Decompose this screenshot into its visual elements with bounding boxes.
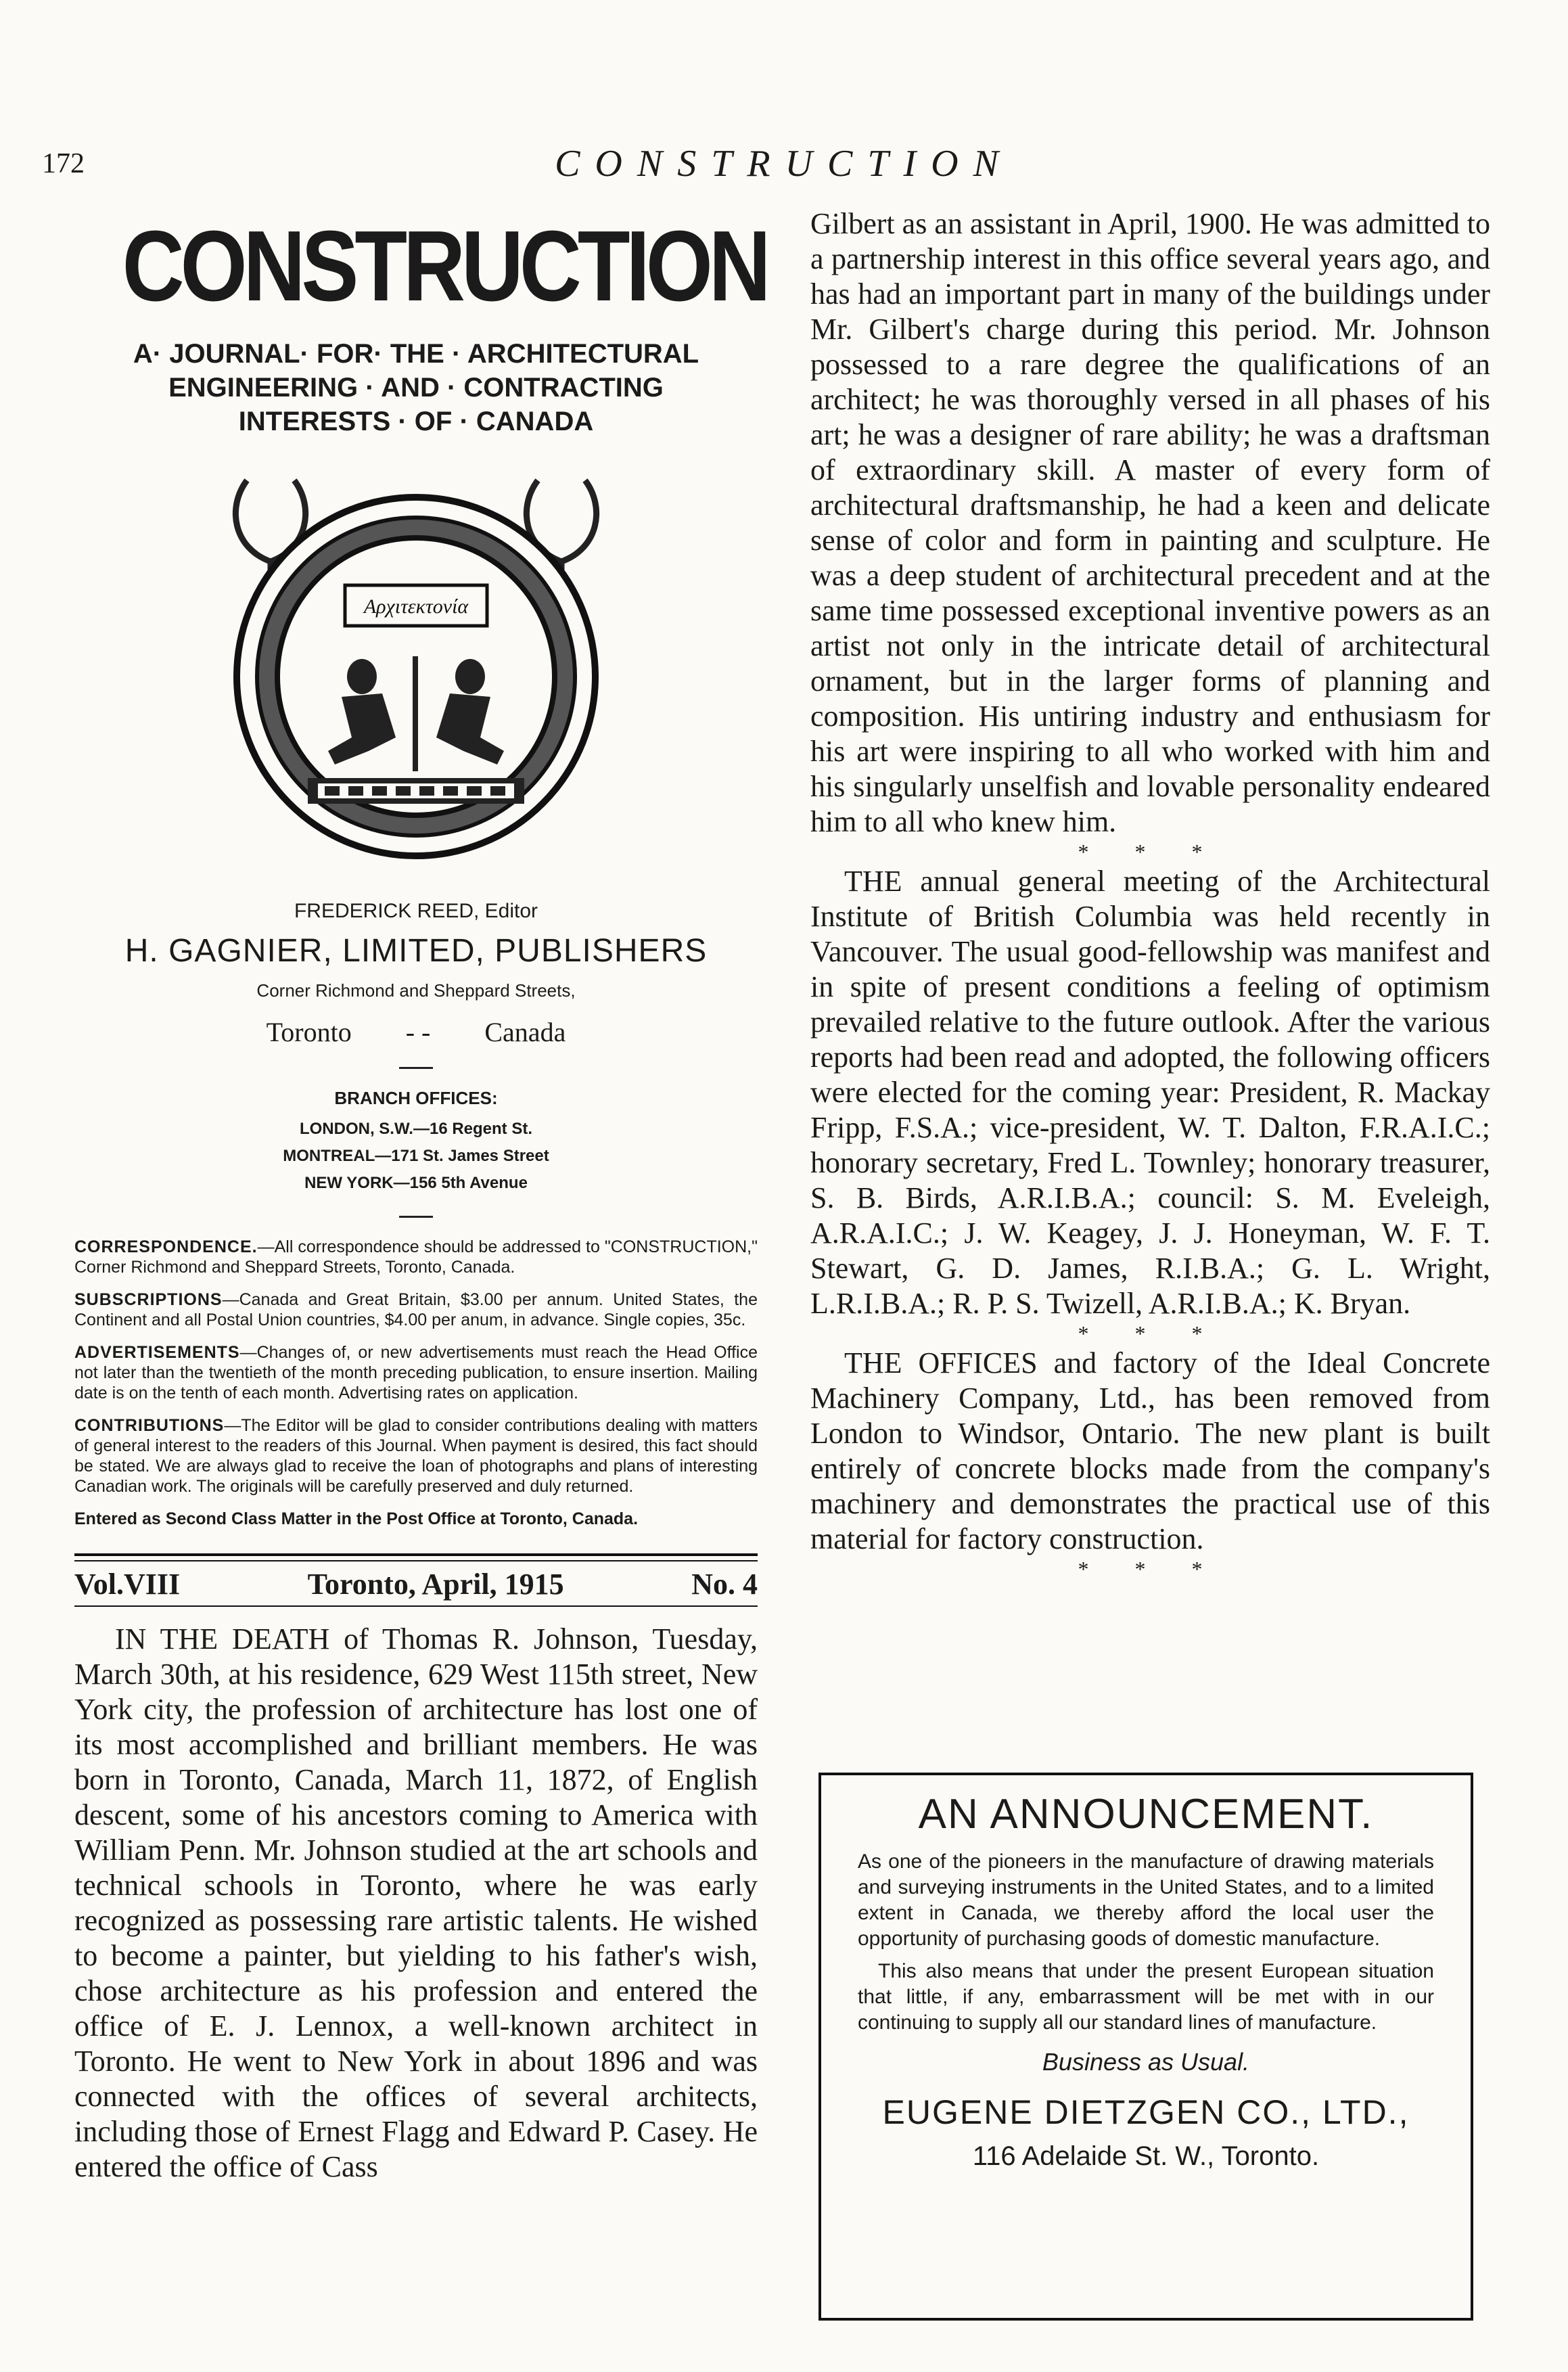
city: Toronto — [266, 1017, 352, 1047]
masthead-tagline — [74, 337, 758, 438]
notice-body: —All correspondence should be addressed to "CONSTRUCTION," Corner Richmond and Sheppard Streets, Toronto, Canada. — [74, 1237, 758, 1277]
country: Canada — [484, 1017, 566, 1047]
page-number: 172 — [42, 148, 85, 179]
issue-rule-bottom — [74, 1605, 758, 1607]
notice-heading: CONTRIBUTIONS — [74, 1416, 225, 1435]
contributions-notice — [74, 1415, 758, 1497]
subscriptions-notice — [74, 1290, 758, 1330]
branch-offices-title: BRANCH OFFICES: — [334, 1088, 498, 1108]
notice-body: —Canada and Great Britain, $3.00 per annum. United States, the Continent and all Postal Union countries, $4.00 per anum, in advance. Single copies, 35c. — [74, 1290, 758, 1329]
left-column — [74, 210, 767, 2185]
right-column — [810, 206, 1490, 1581]
notice-heading: ADVERTISEMENTS — [74, 1343, 240, 1362]
city-separator: - - — [405, 1017, 431, 1047]
seal-greek-text: Αρχιτεκτονία — [363, 595, 469, 618]
volume-number: Vol.VIII — [74, 1568, 181, 1601]
running-title: CONSTRUCTION — [555, 143, 1013, 185]
issue-date: Toronto, April, 1915 — [307, 1568, 564, 1601]
seal-medallion — [237, 497, 595, 856]
section-separator: * * * — [1078, 840, 1223, 864]
section-separator: * * * — [1078, 1321, 1223, 1346]
second-class-entry-notice: Entered as Second Class Matter in the Post Office at Toronto, Canada. — [74, 1509, 639, 1528]
issue-line — [74, 1561, 758, 1605]
branch-office: LONDON, S.W.—16 Regent St. — [299, 1120, 533, 1138]
notice-heading: CORRESPONDENCE. — [74, 1237, 258, 1256]
tagline-line-2: ENGINEERING · AND · CONTRACTING — [168, 373, 664, 403]
divider — [399, 1216, 433, 1218]
city-row — [74, 1016, 758, 1048]
divider — [399, 1067, 433, 1069]
announcement-paragraph-2: This also means that under the present European situation that little, if any, embarrassment will be met with in our continuing to supply all our standard lines of manufacture. — [858, 1960, 1434, 2034]
death-notice-paragraph: IN THE DEATH of Thomas R. Johnson, Tuesday, March 30th, at his residence, 629 West 115th street, New York city, the profession of architecture has lost one of its most accomplished and brilliant members. He was born in Toronto, Canada, March 11, 1872, of English descent, some of his ancestors coming to America with William Penn. Mr. Johnson studied at the art schools and technical schools in Toronto, where he was early recognized as possessing rare artistic talents. He wished to become a painter, but yielding to his father's wish, chose architecture as his profession and entered the office of E. J. Lennox, a well-known architect in Toronto. He went to New York in about 1896 and was connected with the offices of several architects, including those of Ernest Flagg and Edward P. Casey. He entered the office of Cass — [74, 1622, 758, 2183]
notice-heading: SUBSCRIPTIONS — [74, 1290, 223, 1309]
editor-line: FREDERICK REED, Editor — [294, 900, 538, 922]
notice-body: —The Editor will be glad to consider contributions dealing with matters of general interest to the readers of this Journal. When payment is desired, this fact should be stated. We are always glad to receive the loan of photographs and plans of interesting Canadian work. The originals will be carefully preserved and duly returned. — [74, 1416, 758, 1496]
announcement-advertisement — [818, 1773, 1473, 2321]
correspondence-notice — [74, 1237, 758, 1277]
death-notice-continued: Gilbert as an assistant in April, 1900. He was admitted to a partnership interest in this office several years ago, and has had an important part in many of the buildings under Mr. Gilbert's charge during this period. Mr. Johnson possessed to a rare degree the qualifications of an architect; he was thoroughly versed in all phases of his art; he was a designer of rare ability; he was a draftsman of extraordinary skill. A master of every form of architectural draftsmanship, he had a keen and delicate sense of color and form in painting and sculpture. He was a deep student of architectural precedent and at the same time possessed exceptional inventive powers as an artist not only in the intricate detail of architectural ornament, but in the larger forms of planning and composition. His untiring industry and enthusiasm for his art were inspiring to all who worked with him and his singularly unselfish and lovable personality endeared him to all who knew him. — [810, 207, 1490, 838]
section-separator: * * * — [1078, 1557, 1223, 1581]
branch-list — [74, 1116, 758, 1197]
tagline-line-3: INTERESTS · OF · CANADA — [238, 407, 594, 436]
advertisements-notice — [74, 1342, 758, 1403]
branch-office: MONTREAL—171 St. James Street — [283, 1147, 549, 1165]
announcement-title: AN ANNOUNCEMENT. — [918, 1791, 1374, 1838]
issue-number: No. 4 — [691, 1568, 758, 1601]
bc-architects-meeting-paragraph: THE annual general meeting of the Architectural Institute of British Columbia was held recently in Vancouver. The usual good-fellowship was manifest and in spite of present conditions a feeling of optimism prevailed relative to the future outlook. After the various reports had been read and adopted, the following officers were elected for the coming year: President, R. Mackay Fripp, F.S.A.; vice-president, W. T. Dalton, F.R.A.I.C.; honorary secretary, Fred L. Townley; honorary treasurer, S. B. Birds, A.R.I.B.A.; council: S. M. Eveleigh, A.R.A.I.C.; J. W. Keagey, J. J. Honeyman, W. F. T. Stewart, G. D. James, R.I.B.A.; G. L. Wright, L.R.I.B.A.; R. P. S. Twizell, A.R.I.B.A.; K. Bryan. — [810, 865, 1490, 1320]
publisher-address: Corner Richmond and Sheppard Streets, — [256, 980, 576, 1001]
advertiser-address: 116 Adelaide St. W., Toronto. — [972, 2141, 1320, 2171]
branch-office: NEW YORK—156 5th Avenue — [304, 1174, 528, 1192]
ideal-concrete-paragraph: THE OFFICES and factory of the Ideal Concrete Machinery Company, Ltd., has been removed from London to Windsor, Ontario. The new plant is built entirely of concrete blocks made from the company's machinery and demonstrates the practical use of this material for factory construction. — [810, 1346, 1490, 1555]
announcement-paragraph-1: As one of the pioneers in the manufacture of drawing materials and surveying instruments in the United States, and to a limited extent in Canada, we thereby afford the local user the opportunity of purchasing goods of domestic manufacture. — [858, 1850, 1434, 1950]
issue-rule-top — [74, 1553, 758, 1561]
tagline-line-1: A· JOURNAL· FOR· THE · ARCHITECTURAL — [133, 339, 699, 369]
architecture-seal-emblem — [206, 453, 626, 873]
advertiser-company: EUGENE DIETZGEN CO., LTD., — [882, 2093, 1410, 2131]
masthead-title: CONSTRUCTION — [122, 210, 767, 322]
announcement-motto: Business as Usual. — [1042, 2048, 1250, 2076]
publisher-line: H. GAGNIER, LIMITED, PUBLISHERS — [124, 933, 708, 969]
notice-body: —Changes of, or new advertisements must reach the Head Office not later than the twentieth of the month preceding publication, to ensure insertion. Mailing date is on the tenth of each month. Advertising rates on application. — [74, 1343, 758, 1402]
